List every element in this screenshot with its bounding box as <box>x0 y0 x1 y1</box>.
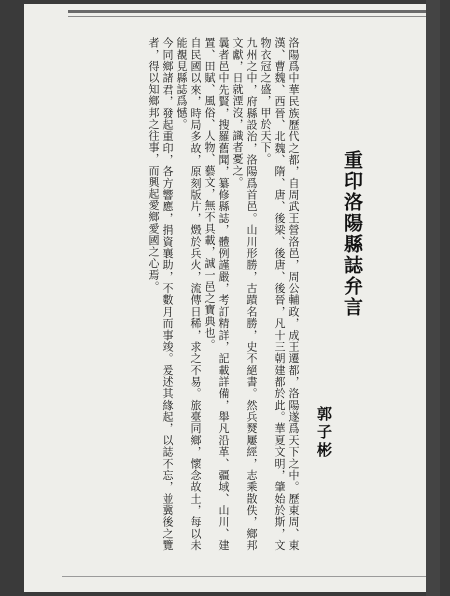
author-name: 郭子彬 <box>315 406 333 460</box>
document-page <box>10 4 438 592</box>
top-border-rule-thin <box>68 16 438 17</box>
bottom-border-rule <box>62 576 438 577</box>
top-border-rule <box>68 10 438 13</box>
gutter-edge <box>426 0 440 596</box>
body-paragraph: 自民國以來，時局多故，原刻版片，燬於兵火，流傳日稀，求之不易。旅臺同鄉，懷念故土，每以未能覩見縣誌爲憾。 <box>175 37 202 551</box>
body-paragraph: 洛陽爲中華民族歷代之都，自周武王營洛邑，周公輔政，成王遷都，洛陽遂爲天下之中。歷東周、東漢、曹魏、西晉、北魏、隋、唐、後梁、後唐、後晉，凡十三朝建都於此。華夏文明，肇始於斯，文物衣冠之盛，甲於天下。 <box>259 37 300 551</box>
body-paragraph: 曩者邑中先賢，搜羅舊聞，纂修縣誌，體例謹嚴，考訂精詳，記載詳備，舉凡沿革、疆域、山川、建置、田賦、風俗、人物、藝文，無不具載，誠一邑之寶典也。 <box>203 37 230 551</box>
body-paragraph: 九州之中，府縣設治，洛陽爲首邑。山川形勝，古蹟名勝，史不絕書。然兵燹屢經，志乘散佚，鄉邦文獻，日就湮沒，識者憂之。 <box>231 37 258 551</box>
page-title: 重印洛陽縣誌弁言 <box>341 150 363 318</box>
body-paragraph: 今同鄉諸君，發起重印，各方響應，捐資襄助，不數月而事竣。爰述其緣起，以誌不忘，並冀後之覽者，得以知鄉邦之往事，而興起愛鄉愛國之心焉。 <box>147 37 174 551</box>
book-binding-edge <box>10 4 24 592</box>
body-text <box>56 37 300 551</box>
